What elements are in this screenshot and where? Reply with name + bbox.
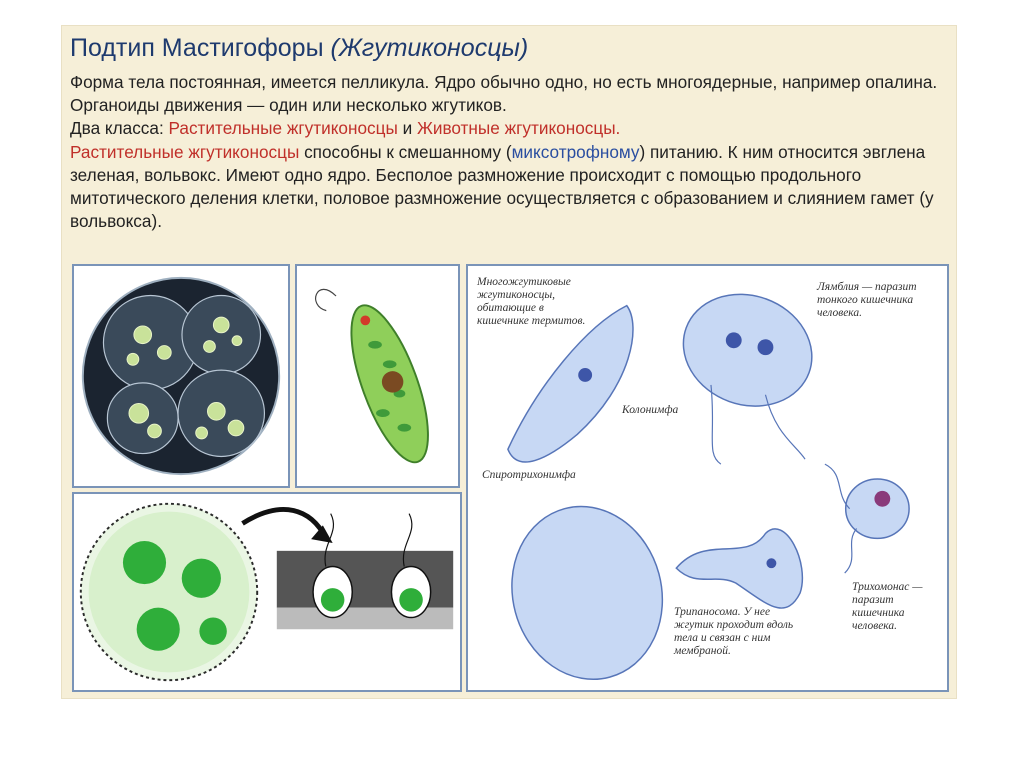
para3-a: способны к смешанному ( xyxy=(299,141,512,162)
title-italic: (Жгутиконосцы) xyxy=(330,34,529,62)
mixotroph-link[interactable]: миксотрофному xyxy=(511,141,640,162)
label-trichomonas: Трихомонас — паразит кишечника человека. xyxy=(852,581,923,632)
label-multiflagellate: Многожгутиковые жгутиконосцы, обитающие в кишечнике термитов. xyxy=(477,276,586,327)
volvox-photo-panel xyxy=(72,264,290,488)
label-tripanosoma: Трипаносома. У нее жгутик проходит вдоль тела и связан с ним мембраной. xyxy=(674,606,794,657)
paragraph-3 xyxy=(70,141,950,234)
title-main: Подтип Мастигофоры xyxy=(70,34,324,62)
slide xyxy=(62,26,956,698)
para2-and: и xyxy=(397,118,417,139)
slide-title xyxy=(70,34,528,63)
volvox-colony-image xyxy=(74,266,288,486)
slide-body xyxy=(70,71,950,233)
para2-prefix: Два класса: xyxy=(70,118,169,139)
euglena-panel xyxy=(295,264,460,488)
class1-term: Растительные жгутиконосцы xyxy=(168,118,398,139)
para3-term: Растительные жгутиконосцы xyxy=(70,141,300,162)
label-lamblia: Лямблия — паразит тонкого кишечника человека. xyxy=(817,281,917,319)
paragraph-2 xyxy=(70,117,950,140)
volvox-drawing-panel xyxy=(72,492,462,692)
label-spirotrichonimfa: Спиротрихонимфа xyxy=(482,469,576,481)
label-kolonimfa: Колонимфа xyxy=(622,404,679,416)
euglena-image xyxy=(297,266,458,486)
volvox-gamete-diagram xyxy=(74,494,460,690)
para3-b: ) питанию. К ним относится эвглена зеленая, вольвокс. Имеют одно ядро. Бесполое размножение происходит с помощью продольного митотического деления клетки, половое размножение осуществляется с образованием и слиянием гамет (у вольвокса). xyxy=(70,141,934,232)
paragraph-1: Форма тела постоянная, имеется пелликула. Ядро обычно одно, но есть многоядерные, например опалина. Органоиды движения — один или несколько жгутиков. xyxy=(70,72,938,116)
class2-term: Животные жгутиконосцы. xyxy=(416,118,621,139)
